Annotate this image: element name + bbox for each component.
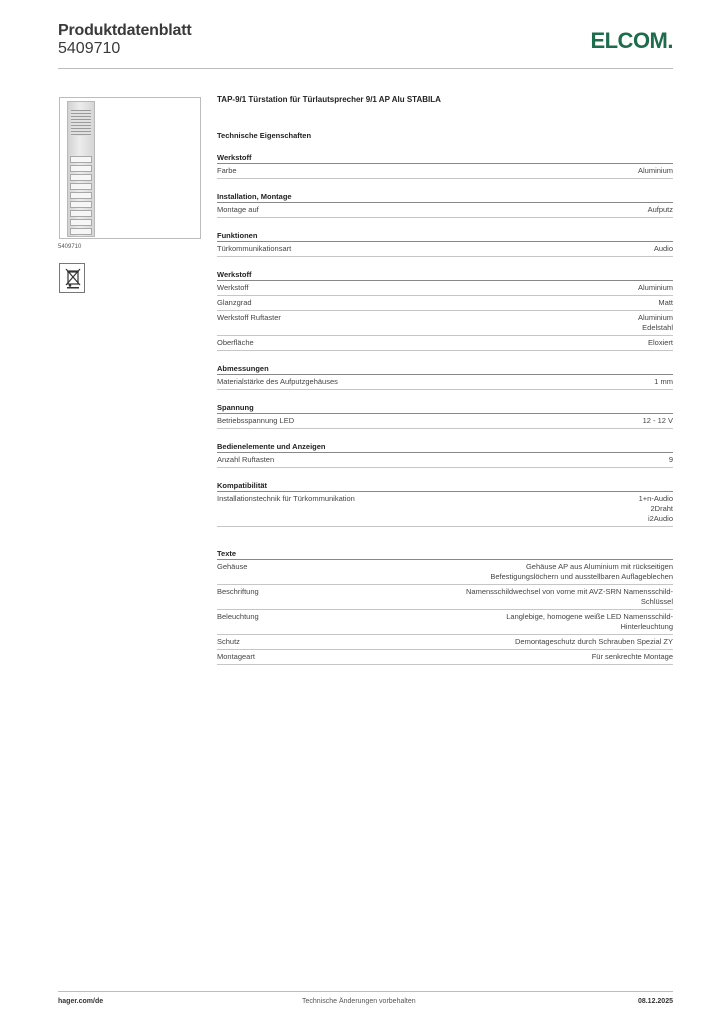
property-value-line: 1 mm	[654, 377, 673, 386]
image-caption: 5409710	[58, 244, 82, 250]
property-groups	[217, 153, 673, 665]
property-value-line: Aluminium	[637, 166, 673, 175]
property-label: Montageart	[217, 652, 255, 661]
property-label: Beleuchtung	[217, 612, 259, 621]
property-group	[217, 192, 673, 218]
call-button-stack	[70, 156, 92, 237]
document-title: Produktdatenblatt	[58, 22, 192, 39]
property-value-line: Für senkrechte Montage	[591, 652, 673, 661]
property-value-line: Gehäuse AP aus Aluminium mit rückseitigen	[525, 562, 673, 571]
property-row	[217, 281, 673, 296]
group-title: Werkstoff	[217, 270, 673, 281]
property-value-line: Schlüssel	[640, 597, 673, 606]
call-button	[70, 183, 92, 190]
speaker-grille	[71, 110, 91, 136]
property-value	[506, 612, 673, 632]
property-label: Oberfläche	[217, 338, 254, 347]
property-row	[217, 414, 673, 429]
property-label: Anzahl Ruftasten	[217, 455, 275, 464]
call-button	[70, 156, 92, 163]
property-label: Montage auf	[217, 205, 259, 214]
property-label: Türkommunikationsart	[217, 244, 292, 253]
property-group	[217, 549, 673, 665]
call-button	[70, 174, 92, 181]
property-row	[217, 242, 673, 257]
property-row	[217, 336, 673, 351]
footer-disclaimer: Technische Änderungen vorbehalten	[302, 998, 416, 1005]
property-row	[217, 203, 673, 218]
property-value	[648, 338, 673, 348]
property-row	[217, 560, 673, 585]
property-label: Installationstechnik für Türkommunikation	[217, 494, 355, 503]
property-value-line: 9	[668, 455, 673, 464]
property-value	[638, 313, 673, 333]
property-value	[669, 455, 673, 465]
property-value-line: Demontageschutz durch Schrauben Spezial ZY	[514, 637, 673, 646]
properties-heading: Technische Eigenschaften	[217, 131, 312, 140]
product-title: TAP-9/1 Türstation für Türlautsprecher 9/1 AP Alu STABILA	[217, 95, 441, 104]
group-title: Kompatibilität	[217, 481, 673, 492]
call-button	[70, 165, 92, 172]
property-label: Farbe	[217, 166, 237, 175]
property-value-line: Namensschildwechsel von vorne mit AVZ-SRN Namensschild-	[465, 587, 673, 596]
property-value	[654, 377, 673, 387]
product-content	[217, 95, 673, 665]
property-value-line: Audio	[653, 244, 673, 253]
property-label: Beschriftung	[217, 587, 259, 596]
property-group	[217, 153, 673, 179]
property-group	[217, 364, 673, 390]
product-image	[59, 97, 201, 239]
property-label: Gehäuse	[217, 562, 248, 571]
property-row	[217, 453, 673, 468]
property-label: Materialstärke des Aufputzgehäuses	[217, 377, 338, 386]
property-group	[217, 481, 673, 527]
property-value-line: 2Draht	[650, 504, 673, 513]
property-value-line: 1+n-Audio	[638, 494, 673, 503]
property-value	[638, 166, 673, 176]
property-value	[639, 494, 673, 524]
call-button	[70, 228, 92, 235]
group-title: Texte	[217, 549, 673, 560]
property-label: Werkstoff	[217, 283, 249, 292]
property-row	[217, 492, 673, 527]
property-group	[217, 442, 673, 468]
property-value-line: Eloxiert	[647, 338, 673, 347]
weee-symbol	[59, 263, 85, 293]
property-value-line: Aufputz	[647, 205, 673, 214]
footer-website: hager.com/de	[58, 998, 104, 1005]
group-title: Spannung	[217, 403, 673, 414]
property-value	[638, 283, 673, 293]
call-button	[70, 192, 92, 199]
property-row	[217, 650, 673, 665]
property-group	[217, 403, 673, 429]
property-value	[654, 244, 673, 254]
property-value-line: Langlebige, homogene weiße LED Namensschild-	[506, 612, 673, 621]
property-value-line: Matt	[658, 298, 673, 307]
group-title: Abmessungen	[217, 364, 673, 375]
property-label: Werkstoff Ruftaster	[217, 313, 281, 322]
header-divider	[58, 68, 673, 69]
property-value-line: i2Audio	[647, 514, 673, 523]
document-number: 5409710	[58, 40, 121, 57]
property-value	[466, 587, 673, 607]
property-value-line: Edelstahl	[642, 323, 673, 332]
crossed-out-wheelie-bin-icon	[64, 267, 82, 289]
call-button	[70, 201, 92, 208]
page-header	[58, 22, 673, 68]
property-value-line: Aluminium	[637, 283, 673, 292]
property-value	[592, 652, 673, 662]
elcom-logo: ELCOM.	[590, 28, 673, 53]
property-value	[490, 562, 673, 582]
property-row	[217, 635, 673, 650]
property-row	[217, 375, 673, 390]
property-label: Glanzgrad	[217, 298, 252, 307]
footer-divider	[58, 991, 673, 992]
property-label: Schutz	[217, 637, 240, 646]
property-value	[658, 298, 673, 308]
property-value	[643, 416, 673, 426]
property-value-line: Hinterleuchtung	[620, 622, 673, 631]
property-row	[217, 311, 673, 336]
property-row	[217, 585, 673, 610]
call-button	[70, 219, 92, 226]
group-title: Bedienelemente und Anzeigen	[217, 442, 673, 453]
property-row	[217, 296, 673, 311]
property-value-line: Aluminium	[637, 313, 673, 322]
property-label: Betriebsspannung LED	[217, 416, 295, 425]
door-station-panel	[67, 101, 95, 237]
property-row	[217, 610, 673, 635]
property-value	[515, 637, 673, 647]
group-title: Werkstoff	[217, 153, 673, 164]
group-title: Installation, Montage	[217, 192, 673, 203]
call-button	[70, 210, 92, 217]
property-row	[217, 164, 673, 179]
footer-date: 08.12.2025	[637, 998, 673, 1005]
group-title: Funktionen	[217, 231, 673, 242]
property-value-line: 12 - 12 V	[642, 416, 673, 425]
property-value-line: Befestigungslöchern und ausstellbaren Auflageblechen	[490, 572, 673, 581]
property-group	[217, 270, 673, 351]
property-group	[217, 231, 673, 257]
property-value	[648, 205, 673, 215]
